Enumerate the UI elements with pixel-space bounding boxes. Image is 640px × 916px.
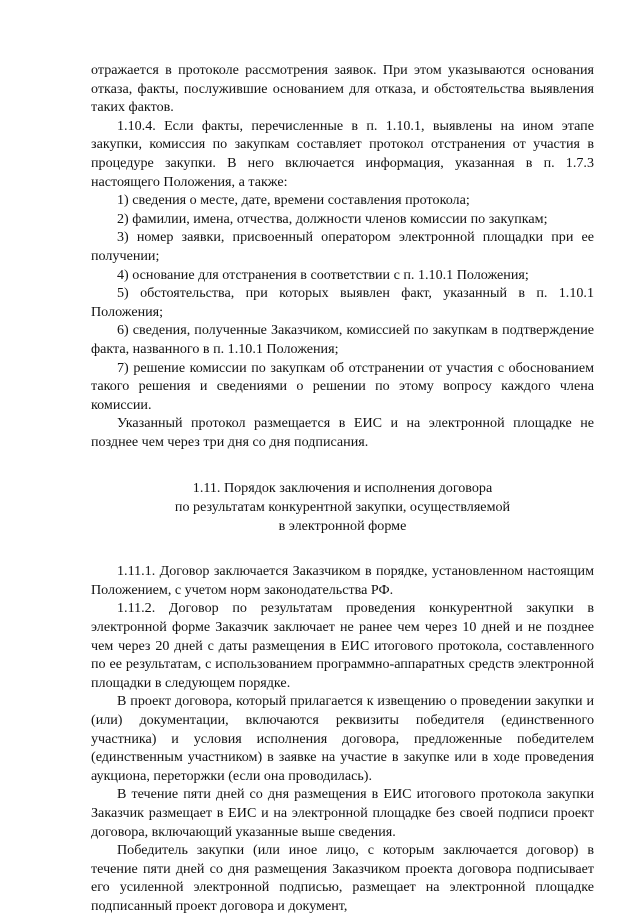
paragraphs-bottom: [91, 562, 594, 915]
paragraph: Победитель закупки (или иное лицо, с которым заключается договор) в течение пяти дней со дня размещения Заказчиком проекта договора подписывает его усиленной электронной подписью, размещает на электронной площадке подписанный проект договора и документ,: [91, 842, 594, 914]
list-item: 1) сведения о месте, дате, времени составления протокола;: [117, 192, 470, 209]
list-item: 5) обстоятельства, при которых выявлен факт, указанный в п. 1.10.1 Положения;: [91, 285, 594, 320]
list-item: 6) сведения, полученные Заказчиком, комиссией по закупкам в подтверждение факта, названного в п. 1.10.1 Положения;: [91, 322, 594, 357]
list-item: 4) основание для отстранения в соответствии с п. 1.10.1 Положения;: [117, 266, 529, 283]
paragraph: 1.11.1. Договор заключается Заказчиком в порядке, установленном настоящим Положением, с учетом норм законодательства РФ.: [91, 563, 594, 598]
section-heading-line: 1.11. Порядок заключения и исполнения договора: [192, 480, 493, 497]
paragraph: 1.10.4. Если факты, перечисленные в п. 1.10.1, выявлены на ином этапе закупки, комиссия по закупкам составляет протокол отстранения от участия в процедуре закупки. В него включается информация, указанная в п. 1.7.3 настоящего Положения, а также:: [91, 117, 594, 190]
paragraph: В проект договора, который прилагается к извещению о проведении закупки и (или) документации, включаются реквизиты победителя (единственного участника) и условия исполнения договора, предложенные победителем (единственным участником) в заявке на участие в закупке или в ходе проведения аукциона, переторжки (если она проводилась).: [91, 693, 594, 784]
paragraph: 1.11.2. Договор по результатам проведения конкурентной закупки в электронной форме Заказчик заключает не ранее чем через 10 дней и не позднее чем через 20 дней с даты размещения в ЕИС итогового протокола, составленного по ее результатам, с использованием программно-аппаратных средств электронной площадки в следующем порядке.: [91, 600, 594, 691]
list-item: 2) фамилии, имена, отчества, должности членов комиссии по закупкам;: [117, 210, 548, 227]
section-heading-line: по результатам конкурентной закупки, осуществляемой: [174, 499, 511, 516]
paragraph: отражается в протоколе рассмотрения заявок. При этом указываются основания отказа, факты, послужившие основанием для отказа, и обстоятельства выявления таких фактов.: [91, 62, 594, 116]
paragraph: Указанный протокол размещается в ЕИС и на электронной площадке не позднее чем через три дня со дня подписания.: [91, 415, 594, 450]
section-heading: [91, 479, 594, 535]
list-item: 3) номер заявки, присвоенный оператором электронной площадки при ее получении;: [91, 229, 594, 264]
list-item: 7) решение комиссии по закупкам об отстранении от участия с обоснованием такого решения и сведениями о решении по этому вопросу каждого члена комиссии.: [91, 359, 594, 413]
paragraph: В течение пяти дней со дня размещения в ЕИС итогового протокола закупки Заказчик размещает в ЕИС и на электронной площадке без своей подписи проект договора, включающий указанные выше сведения.: [91, 786, 594, 840]
section-heading-line: в электронной форме: [278, 517, 407, 534]
paragraphs-top: [91, 61, 594, 451]
